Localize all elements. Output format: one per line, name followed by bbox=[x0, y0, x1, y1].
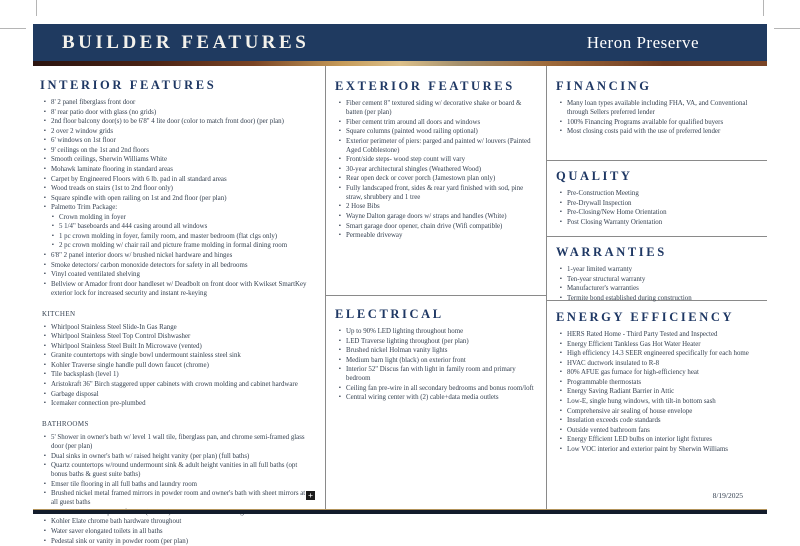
list-item: ▪ Pre-Drywall Inspection bbox=[559, 200, 755, 209]
list-item: ▪ 6'8" 2 panel interior doors w/ brushed nickel hardware and hinges bbox=[43, 252, 311, 261]
list-item: ▪ Many loan types available including FHA, VA, and Conventional through Sellers preferred lender bbox=[559, 100, 755, 118]
exterior-features-list bbox=[335, 100, 538, 241]
content-columns bbox=[33, 66, 767, 509]
list-item: ▪ Quartz countertops w/round undermount sink & adult height vanities in all full baths (opt bonus baths & guest suite baths) bbox=[43, 462, 311, 480]
list-item: ▪ Emser tile flooring in all full baths and laundry room bbox=[43, 481, 311, 490]
list-item: ▪ 1 pc crown molding in foyer, family room, and master bedroom (flat clgs only) bbox=[51, 233, 311, 242]
electrical-section bbox=[326, 296, 546, 509]
list-item: ▪ LED Traverse lighting throughout (per plan) bbox=[338, 338, 534, 347]
list-item: ▪ Ceiling fan pre-wire in all secondary bedrooms and bonus room/loft bbox=[338, 385, 534, 394]
list-item: ▪ Energy Efficient Tankless Gas Hot Water Heater bbox=[559, 341, 755, 350]
interior-features-column bbox=[33, 66, 326, 509]
list-item: ▪ Low VOC interior and exterior paint by Sherwin Williams bbox=[559, 446, 755, 455]
crop-mark-top-left-horizontal bbox=[0, 28, 26, 29]
warranties-list bbox=[556, 266, 759, 304]
list-item: ▪ 5 1/4" baseboards and 444 casing around all windows bbox=[51, 223, 311, 232]
list-item: ▪ Ten-year structural warranty bbox=[559, 276, 755, 285]
list-item: ▪ Whirlpool Stainless Steel Built In Microwave (vented) bbox=[43, 343, 311, 352]
list-item: ▪ Aristokraft 36" Birch staggered upper cabinets with crown molding and cabinet hardware bbox=[43, 381, 311, 390]
list-item: ▪ 9' ceilings on the 1st and 2nd floors bbox=[43, 147, 311, 156]
section-title-financing: FINANCING bbox=[556, 79, 759, 94]
list-item: ▪ Garbage disposal bbox=[43, 391, 311, 400]
exterior-features-section bbox=[326, 66, 546, 296]
list-item: ▪ Carpet by Engineered Floors with 6 lb. pad in all standard areas bbox=[43, 176, 311, 185]
list-item: ▪ Interior 52" Discus fan with light in family room and primary bedroom bbox=[338, 366, 534, 384]
list-item: ▪ Vinyl coated ventilated shelving bbox=[43, 271, 311, 280]
list-item: ▪ Pre-Construction Meeting bbox=[559, 190, 755, 199]
kitchen-features-list bbox=[40, 324, 315, 409]
list-item: ▪ 1-year limited warranty bbox=[559, 266, 755, 275]
list-item: ▪ Kohler Elate chrome bath hardware throughout bbox=[43, 518, 311, 527]
section-title-warranties: WARRANTIES bbox=[556, 245, 759, 260]
list-item: ▪ Energy Efficient LED bulbs on interior light fixtures bbox=[559, 436, 755, 445]
footer-bar bbox=[33, 509, 767, 514]
list-item: ▪ Palmetto Trim Package: bbox=[43, 204, 311, 213]
subsection-title-bathrooms: BATHROOMS bbox=[42, 420, 315, 428]
list-item: ▪ High efficiency 14.3 SEER engineered specifically for each home bbox=[559, 350, 755, 359]
list-item: ▪ Smooth ceilings, Sherwin Williams White bbox=[43, 156, 311, 165]
list-item: ▪ 2 pc crown molding w/ chair rail and picture frame molding in formal dining room bbox=[51, 242, 311, 251]
list-item: ▪ Tile backsplash (level 1) bbox=[43, 371, 311, 380]
subsection-title-kitchen: KITCHEN bbox=[42, 310, 315, 318]
section-title-electrical: ELECTRICAL bbox=[335, 307, 538, 322]
list-item: ▪ HVAC ductwork insulated to R-8 bbox=[559, 360, 755, 369]
interior-features-list bbox=[40, 99, 315, 299]
list-item: ▪ Insulation exceeds code standards bbox=[559, 417, 755, 426]
list-item: ▪ 2 over 2 window grids bbox=[43, 128, 311, 137]
list-item: ▪ 8' rear patio door with glass (no grids) bbox=[43, 109, 311, 118]
list-item: ▪ Exterior perimeter of piers: parged and painted w/ louvers (Painted Aged Cobblestone) bbox=[338, 138, 534, 156]
page-title: BUILDER FEATURES bbox=[62, 32, 309, 54]
energy-efficiency-section bbox=[547, 301, 767, 509]
section-title-quality: QUALITY bbox=[556, 169, 759, 184]
quality-section bbox=[547, 161, 767, 237]
list-item: ▪ Smart garage door opener, chain drive (Wifi compatible) bbox=[338, 223, 534, 232]
list-item: ▪ Wayne Dalton garage doors w/ straps and handles (White) bbox=[338, 213, 534, 222]
list-item: ▪ Post Closing Warranty Orientation bbox=[559, 219, 755, 228]
quality-list bbox=[556, 190, 759, 228]
list-item: ▪ Energy Saving Radiant Barrier in Attic bbox=[559, 388, 755, 397]
list-item: ▪ Bellview or Amador front door handleset w/ Deadbolt on front door with Kwikset SmartKey exterior lock for increased security and instant re-keying bbox=[43, 281, 311, 299]
crop-mark-top-left-vertical bbox=[36, 0, 37, 16]
list-item: ▪ Kohler Traverse single handle pull down faucet (chrome) bbox=[43, 362, 311, 371]
list-item: ▪ Pre-Closing/New Home Orientation bbox=[559, 209, 755, 218]
section-title-interior-features: INTERIOR FEATURES bbox=[40, 78, 315, 93]
list-item: ▪ Whirlpool Stainless Steel Top Control Dishwasher bbox=[43, 333, 311, 342]
list-item: ▪ Termite bond established during construction bbox=[559, 295, 755, 304]
list-item: ▪ 100% Financing Programs available for qualified buyers bbox=[559, 119, 755, 128]
list-item: ▪ 30-year architectural shingles (Weathered Wood) bbox=[338, 166, 534, 175]
list-item: ▪ Programmable thermostats bbox=[559, 379, 755, 388]
list-item: ▪ Permeable driveway bbox=[338, 232, 534, 241]
list-item: ▪ Front/side steps- wood step count will vary bbox=[338, 156, 534, 165]
expand-plus-icon[interactable]: + bbox=[306, 491, 315, 500]
list-item: ▪ 6' windows on 1st floor bbox=[43, 137, 311, 146]
energy-efficiency-list bbox=[556, 331, 759, 455]
revision-date: 8/19/2025 bbox=[713, 491, 743, 500]
list-item: ▪ 8' 2 panel fiberglass front door bbox=[43, 99, 311, 108]
list-item: ▪ Most closing costs paid with the use of preferred lender bbox=[559, 128, 755, 137]
list-item: ▪ 2nd floor balcony door(s) to be 6'8" 4 lite door (color to match front door) (per plan) bbox=[43, 118, 311, 127]
crop-mark-top-right-vertical bbox=[763, 0, 764, 16]
list-item: ▪ Water saver elongated toilets in all baths bbox=[43, 528, 311, 537]
list-item: ▪ Dual sinks in owner's bath w/ raised height vanity (per plan) (full baths) bbox=[43, 453, 311, 462]
list-item: ▪ Smoke detectors/ carbon monoxide detectors for safety in all bedrooms bbox=[43, 262, 311, 271]
right-column bbox=[547, 66, 767, 509]
list-item: ▪ Low-E, single hung windows, with tilt-in bottom sash bbox=[559, 398, 755, 407]
list-item: ▪ Wood treads on stairs (1st to 2nd floor only) bbox=[43, 185, 311, 194]
header-bar bbox=[33, 24, 767, 61]
crop-mark-top-right-horizontal bbox=[774, 28, 800, 29]
list-item: ▪ 5' Shower in owner's bath w/ level 1 wall tile, fiberglass pan, and chrome semi-framed glass door (per plan) bbox=[43, 434, 311, 452]
list-item: ▪ Granite countertops with single bowl undermount stainless steel sink bbox=[43, 352, 311, 361]
list-item: ▪ Brushed nickel Holman vanity lights bbox=[338, 347, 534, 356]
electrical-features-list bbox=[335, 328, 538, 403]
list-item: ▪ 80% AFUE gas furnace for high-efficiency heat bbox=[559, 369, 755, 378]
bathroom-features-list bbox=[40, 434, 315, 546]
list-item: ▪ Outside vented bathroom fans bbox=[559, 427, 755, 436]
community-name: Heron Preserve bbox=[587, 33, 699, 53]
list-item: ▪ Rear open deck or cover porch (Jamestown plan only) bbox=[338, 175, 534, 184]
list-item: ▪ Fully landscaped front, sides & rear yard finished with sod, pine straw, shrubbery and 1 tree bbox=[338, 185, 534, 203]
list-item: ▪ Manufacturer's warranties bbox=[559, 285, 755, 294]
list-item: ▪ Brushed nickel metal framed mirrors in powder room and owner's bath with sheet mirrors at all guest baths bbox=[43, 490, 311, 508]
financing-section bbox=[547, 66, 767, 161]
list-item: ▪ Square columns (painted wood railing optional) bbox=[338, 128, 534, 137]
list-item: ▪ Crown molding in foyer bbox=[51, 214, 311, 223]
section-title-exterior-features: EXTERIOR FEATURES bbox=[335, 79, 538, 94]
section-title-energy-efficiency: ENERGY EFFICIENCY bbox=[556, 310, 759, 325]
list-item: ▪ HERS Rated Home - Third Party Tested and Inspected bbox=[559, 331, 755, 340]
list-item: ▪ Medium barn light (black) on exterior front bbox=[338, 357, 534, 366]
financing-list bbox=[556, 100, 759, 137]
list-item: ▪ Up to 90% LED lighting throughout home bbox=[338, 328, 534, 337]
list-item: ▪ Icemaker connection pre-plumbed bbox=[43, 400, 311, 409]
list-item: ▪ Fiber cement 8" textured siding w/ decorative shake or board & batten (per plan) bbox=[338, 100, 534, 118]
warranties-section bbox=[547, 237, 767, 301]
list-item: ▪ Fiber cement trim around all doors and windows bbox=[338, 119, 534, 128]
list-item: ▪ Central wiring center with (2) cable+data media outlets bbox=[338, 394, 534, 403]
list-item: ▪ Whirlpool Stainless Steel Slide-In Gas Range bbox=[43, 324, 311, 333]
list-item: ▪ Comprehensive air sealing of house envelope bbox=[559, 408, 755, 417]
list-item: ▪ Pedestal sink or vanity in powder room (per plan) bbox=[43, 538, 311, 546]
list-item: ▪ 2 Hose Bibs bbox=[338, 203, 534, 212]
middle-column bbox=[326, 66, 547, 509]
list-item: ▪ Square spindle with open railing on 1st and 2nd floor (per plan) bbox=[43, 195, 311, 204]
list-item: ▪ Mohawk laminate flooring in standard areas bbox=[43, 166, 311, 175]
